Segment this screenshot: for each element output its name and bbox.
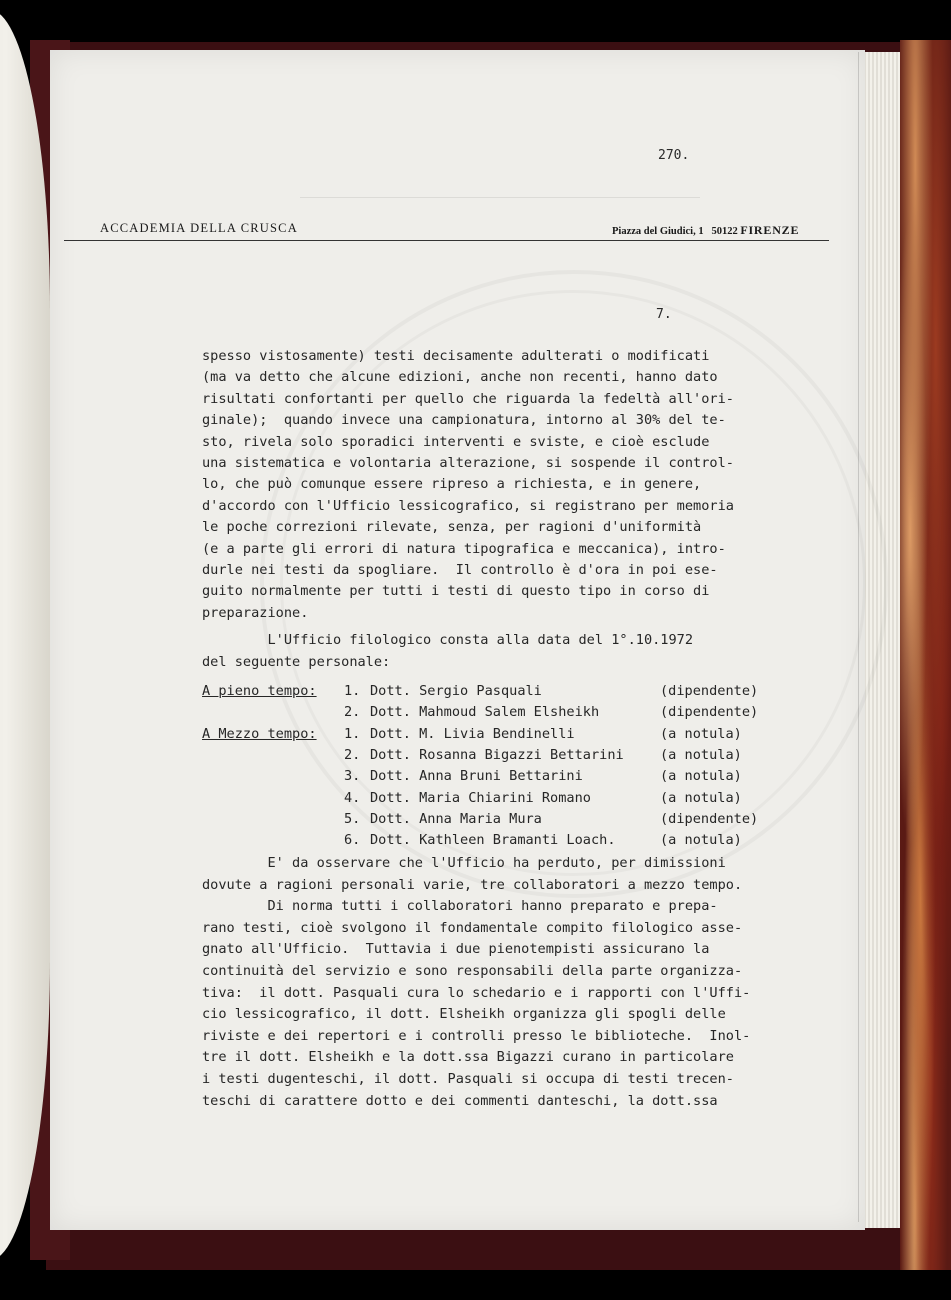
staff-status: (a notula) <box>660 746 742 763</box>
text-line: d'accordo con l'Ufficio lessicografico, si registrano per memoria <box>202 497 734 514</box>
text-line: preparazione. <box>202 604 309 621</box>
text-line: sto, rivela solo sporadici interventi e sviste, e cioè esclude <box>202 433 710 450</box>
staff-intro <box>202 630 802 673</box>
staff-status: (a notula) <box>660 789 742 806</box>
staff-name: Dott. Anna Maria Mura <box>370 810 542 827</box>
text-line: lo, che può comunque essere ripreso a richiesta, e in genere, <box>202 476 702 493</box>
text-line: tiva: il dott. Pasquali cura lo schedario e i rapporti con l'Uffi- <box>202 984 751 1001</box>
paragraph-1 <box>202 346 802 624</box>
text-line: i testi dugenteschi, il dott. Pasquali si occupa di testi trecen- <box>202 1070 734 1087</box>
staff-status: (a notula) <box>660 832 742 849</box>
staff-status: (dipendente) <box>660 683 759 699</box>
marbled-edge <box>900 40 951 1270</box>
staff-number: 2. <box>344 704 361 721</box>
text-line: (e a parte gli errori di natura tipografica e meccanica), intro- <box>202 540 726 557</box>
text-line: dovute a ragioni personali varie, tre collaboratori a mezzo tempo. <box>202 876 743 893</box>
staff-number: 5. <box>344 810 361 827</box>
section-number: 7. <box>656 307 672 322</box>
staff-group: A Mezzo tempo: <box>202 725 317 742</box>
page-fold-line <box>858 52 859 1222</box>
staff-number: 1. <box>344 683 361 699</box>
staff-name: Dott. Rosanna Bigazzi Bettarini <box>370 746 624 763</box>
text-line: durle nei testi da spogliare. Il controllo è d'ora in poi ese- <box>202 561 718 578</box>
text-line: Di norma tutti i collaboratori hanno preparato e prepa- <box>202 898 718 915</box>
staff-name: Dott. Anna Bruni Bettarini <box>370 768 583 785</box>
text-line: una sistematica e volontaria alterazione, si sospende il control- <box>202 454 734 471</box>
page-number: 270. <box>658 148 690 163</box>
text-line: (ma va detto che alcune edizioni, anche non recenti, hanno dato <box>202 369 718 386</box>
staff-status: (a notula) <box>660 725 742 742</box>
letterhead-city: FIRENZE <box>740 223 800 237</box>
text-line: spesso vistosamente) testi decisamente adulterati o modificati <box>202 348 710 364</box>
staff-group: A pieno tempo: <box>202 683 317 699</box>
faint-rule <box>300 197 700 198</box>
text-line: tre il dott. Elsheikh e la dott.ssa Bigazzi curano in particolare <box>202 1049 734 1066</box>
letterhead-postal: 50122 <box>711 226 738 237</box>
letterhead-institution: ACCADEMIA DELLA CRUSCA <box>100 221 298 235</box>
text-line: cio lessicografico, il dott. Elsheikh organizza gli spogli delle <box>202 1006 726 1023</box>
staff-number: 6. <box>344 832 361 849</box>
text-line: continuità del servizio e sono responsabili della parte organizza- <box>202 962 743 979</box>
staff-number: 4. <box>344 789 361 806</box>
text-line: ginale); quando invece una campionatura, intorno al 30% del te- <box>202 412 726 429</box>
letterhead-address <box>612 223 799 238</box>
staff-number: 2. <box>344 746 361 763</box>
staff-name: Dott. Kathleen Bramanti Loach. <box>370 832 616 849</box>
staff-name: Dott. Maria Chiarini Romano <box>370 789 591 806</box>
letterhead-street: Piazza del Giudici, 1 <box>612 226 704 237</box>
text-line: E' da osservare che l'Ufficio ha perduto, per dimissioni <box>202 855 726 871</box>
text-line: rano testi, cioè svolgono il fondamentale compito filologico asse- <box>202 919 743 936</box>
staff-status: (dipendente) <box>660 810 759 827</box>
staff-number: 3. <box>344 768 361 785</box>
text-line: guito normalmente per tutti i testi di questo tipo in corso di <box>202 583 710 600</box>
left-page-edge <box>0 10 50 1260</box>
staff-name: Dott. Mahmoud Salem Elsheikh <box>370 704 600 721</box>
staff-status: (dipendente) <box>660 704 759 721</box>
text-line: teschi di carattere dotto e dei commenti danteschi, la dott.ssa <box>202 1092 718 1109</box>
text-line: gnato all'Ufficio. Tuttavia i due pienotempisti assicurano la <box>202 941 710 958</box>
staff-name: Dott. Sergio Pasquali <box>370 683 542 699</box>
staff-number: 1. <box>344 725 361 742</box>
text-line: L'Ufficio filologico consta alla data del 1°.10.1972 <box>202 632 694 648</box>
text-line: le poche correzioni rilevate, senza, per ragioni d'uniformità <box>202 519 702 536</box>
staff-name: Dott. M. Livia Bendinelli <box>370 725 575 742</box>
text-line: risultati confortanti per quello che riguarda la fedeltà all'ori- <box>202 390 734 407</box>
staff-status: (a notula) <box>660 768 742 785</box>
text-line: riviste e dei repertori e i controlli presso le biblioteche. Inol- <box>202 1027 751 1044</box>
paragraph-2 <box>202 853 822 1112</box>
letterhead-rule <box>64 240 829 241</box>
text-line: del seguente personale: <box>202 653 391 670</box>
